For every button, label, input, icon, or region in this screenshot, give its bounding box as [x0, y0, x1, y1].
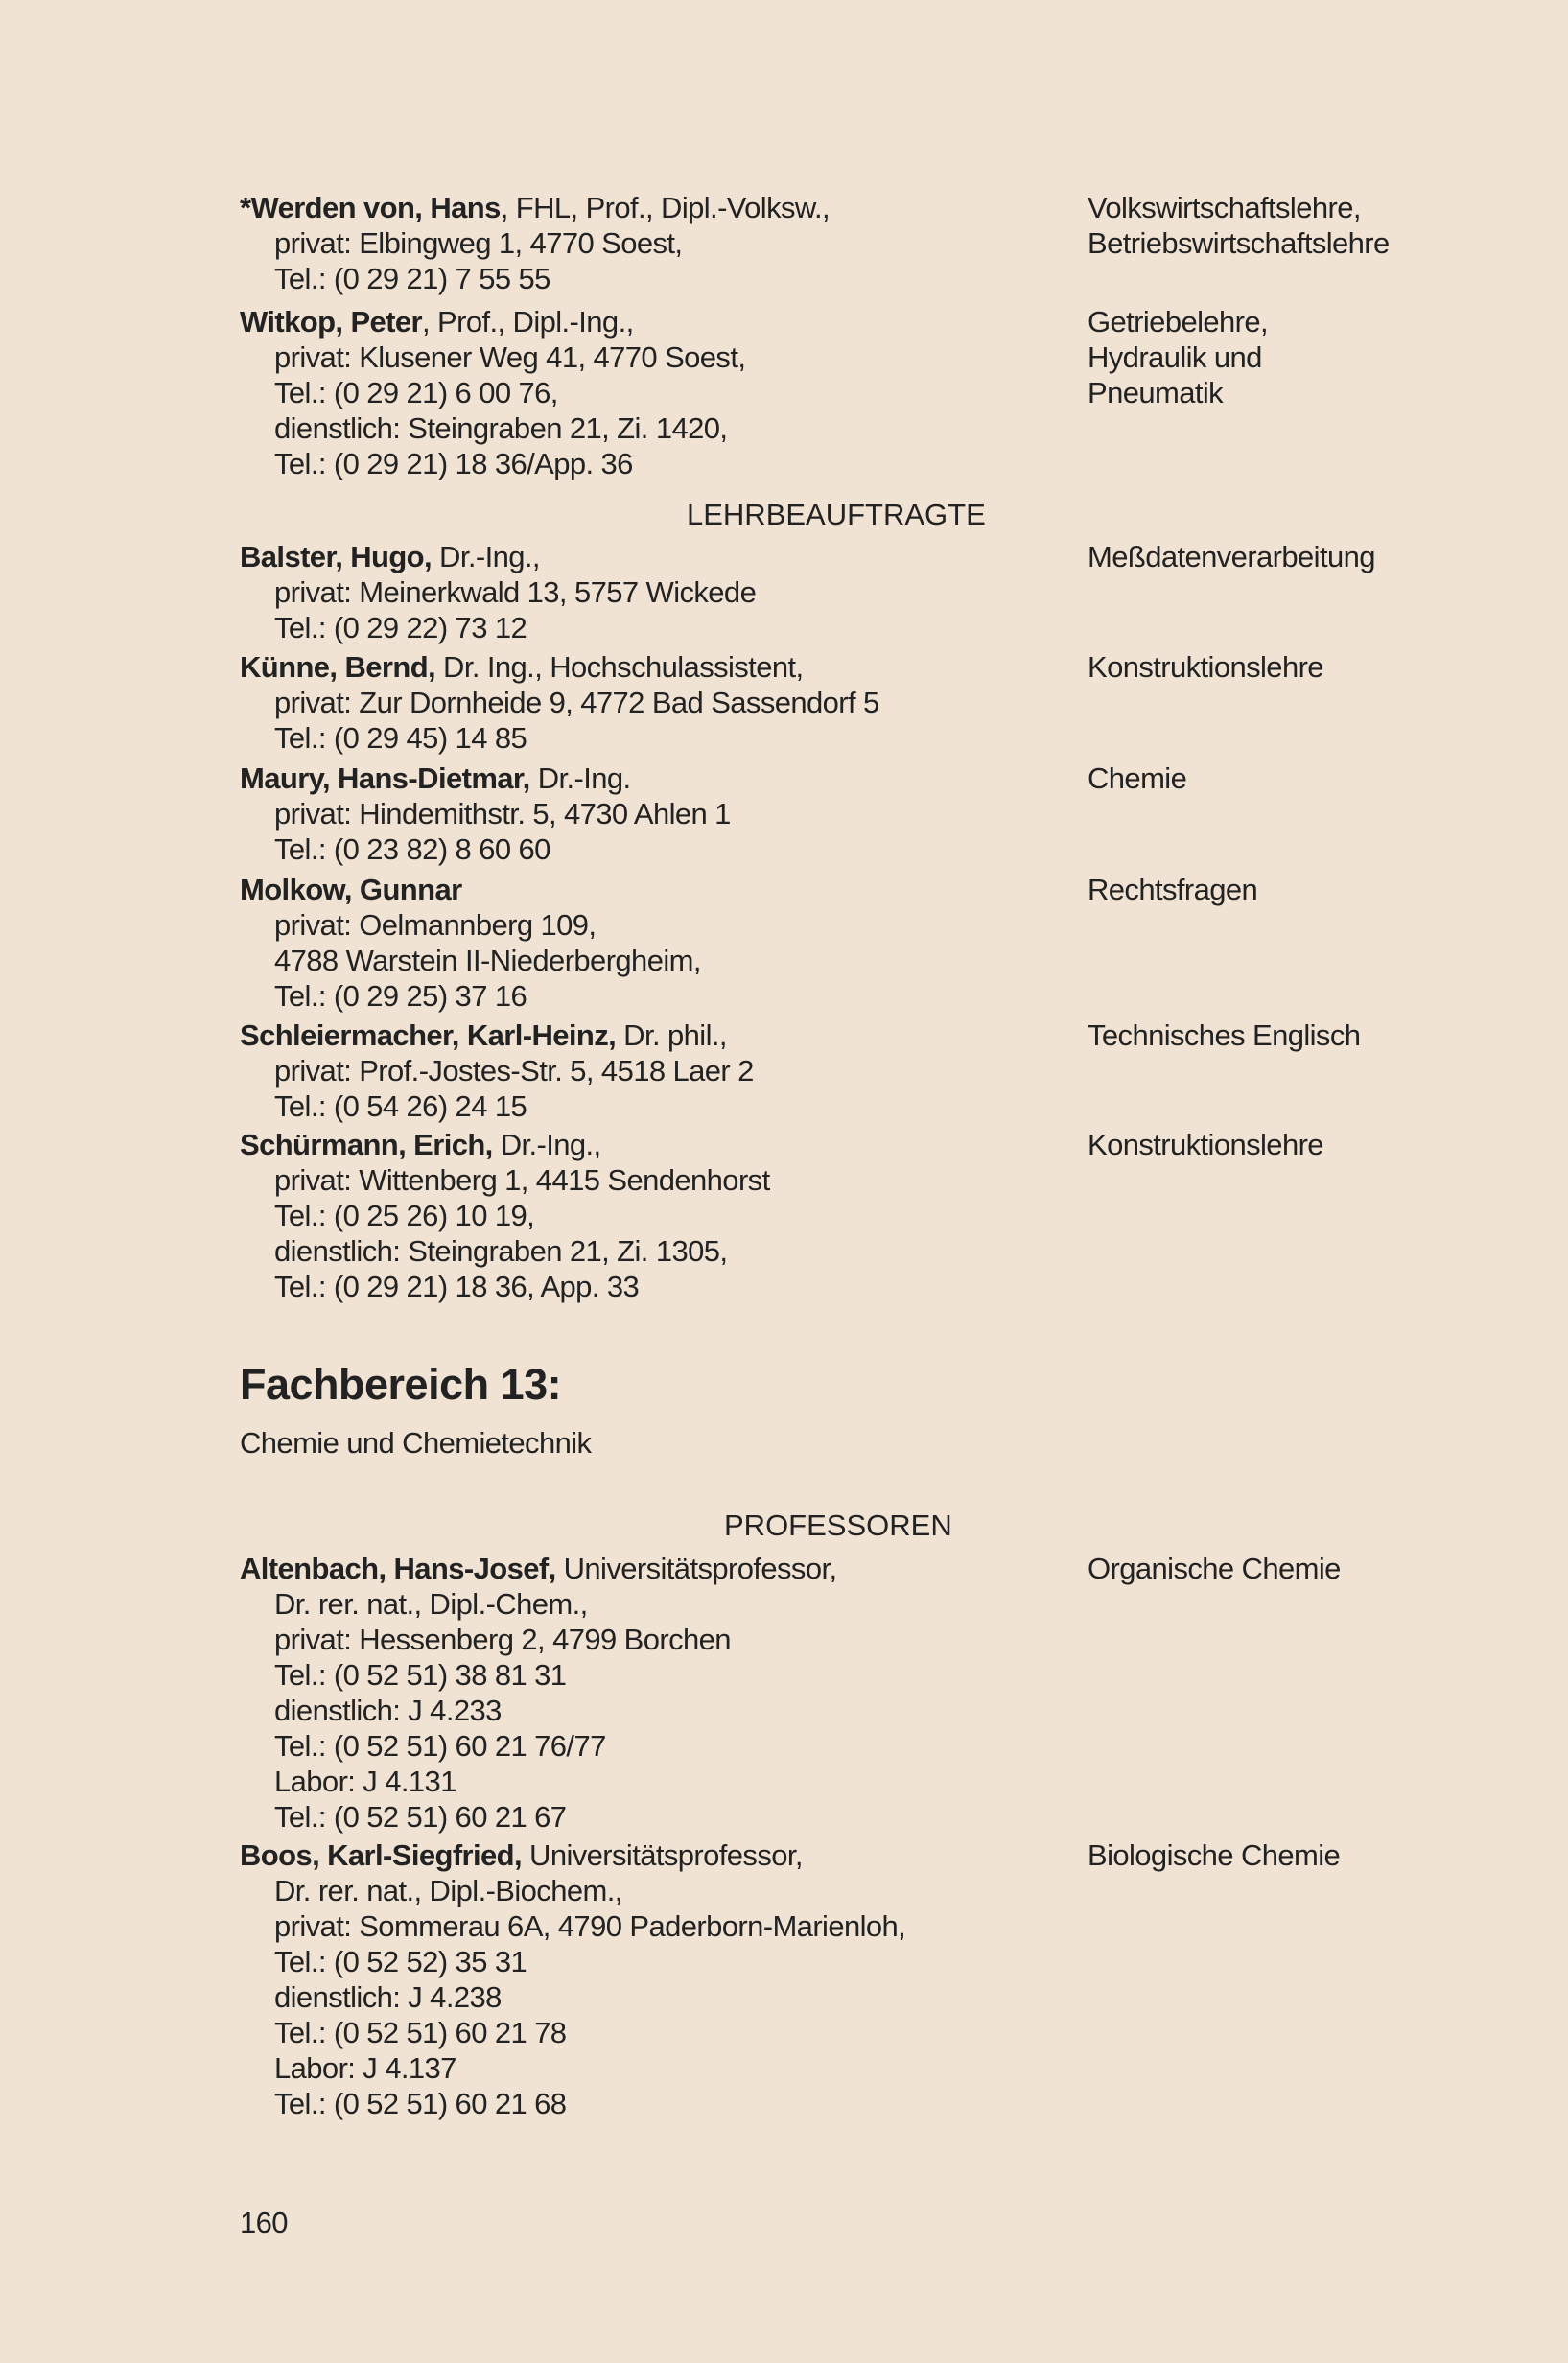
entry-line: dienstlich: J 4.233: [274, 1694, 502, 1727]
entry-line: Tel.: (0 29 25) 37 16: [274, 979, 527, 1013]
entry-schuermann: [240, 1127, 1568, 1304]
entry-line: Dr. rer. nat., Dipl.-Chem.,: [274, 1587, 588, 1621]
entry-heading: [240, 1018, 1065, 1053]
subject-line: Pneumatik: [1088, 376, 1224, 409]
entry-schleiermacher: [240, 1018, 1568, 1124]
entry-line: Tel.: (0 52 51) 60 21 78: [274, 2016, 567, 2049]
entry-name: Maury, Hans-Dietmar,: [240, 761, 530, 795]
entry-subject: [1088, 1837, 1548, 1873]
entry-heading: [240, 304, 1065, 339]
entry-balster: [240, 539, 1568, 645]
entry-title: Dr.-Ing.,: [432, 540, 540, 573]
heading-professoren: PROFESSOREN: [724, 1509, 952, 1542]
entry-line: Tel.: (0 29 21) 7 55 55: [274, 262, 550, 295]
subject-line: Konstruktionslehre: [1088, 650, 1323, 684]
entry-title: , Prof., Dipl.-Ing.,: [422, 305, 634, 339]
entry-heading: [240, 190, 1065, 225]
section-subtitle: Chemie und Chemietechnik: [240, 1426, 592, 1460]
entry-heading: [240, 1127, 1065, 1162]
entry-line: Tel.: (0 29 22) 73 12: [274, 611, 527, 644]
subject-line: Getriebelehre,: [1088, 305, 1269, 339]
section-title: Fachbereich 13:: [240, 1360, 562, 1409]
entry-heading: [240, 649, 1065, 685]
entry-line: privat: Klusener Weg 41, 4770 Soest,: [274, 340, 746, 374]
subject-line: Rechtsfragen: [1088, 873, 1258, 906]
entry-line: 4788 Warstein II-Niederbergheim,: [274, 944, 701, 977]
entry-heading: [240, 1837, 1065, 1873]
entry-subject: [1088, 539, 1548, 574]
entry-title: Universitätsprofessor,: [522, 1838, 803, 1872]
entry-line: privat: Prof.-Jostes-Str. 5, 4518 Laer 2: [274, 1054, 754, 1088]
entry-heading: [240, 539, 1065, 574]
entry-line: Tel.: (0 52 51) 60 21 76/77: [274, 1729, 606, 1763]
subject-line: Volkswirtschaftslehre,: [1088, 191, 1361, 224]
subject-line: Chemie: [1088, 761, 1187, 795]
subject-line: Konstruktionslehre: [1088, 1128, 1323, 1161]
entry-title: Universitätsprofessor,: [555, 1552, 837, 1585]
subject-line: Hydraulik und: [1088, 340, 1262, 374]
entry-subject: [1088, 760, 1548, 796]
entry-witkop: [240, 304, 1568, 481]
entry-line: Tel.: (0 29 21) 18 36, App. 33: [274, 1270, 640, 1303]
entry-line: privat: Oelmannberg 109,: [274, 908, 597, 942]
subject-line: Technisches Englisch: [1088, 1018, 1361, 1052]
entry-line: Tel.: (0 25 26) 10 19,: [274, 1199, 535, 1232]
entry-maury: [240, 760, 1568, 867]
entry-subject: [1088, 872, 1548, 907]
entry-subject: [1088, 1127, 1548, 1162]
entry-line: Tel.: (0 29 21) 6 00 76,: [274, 376, 558, 409]
entry-heading: [240, 1551, 1065, 1586]
entry-line: privat: Zur Dornheide 9, 4772 Bad Sassendorf 5: [274, 686, 879, 719]
entry-line: Dr. rer. nat., Dipl.-Biochem.,: [274, 1874, 622, 1907]
entry-subject: [1088, 190, 1548, 261]
subject-line: Organische Chemie: [1088, 1552, 1341, 1585]
entry-subject: [1088, 649, 1548, 685]
entry-name: Künne, Bernd,: [240, 650, 436, 684]
entry-molkow: [240, 872, 1568, 1014]
entry-line: Tel.: (0 52 52) 35 31: [274, 1945, 527, 1978]
entry-name: Molkow, Gunnar: [240, 873, 462, 906]
entry-altenbach: [240, 1551, 1568, 1835]
entry-heading: [240, 872, 1065, 907]
entry-name: Witkop, Peter: [240, 305, 423, 339]
entry-line: privat: Sommerau 6A, 4790 Paderborn-Marienloh,: [274, 1909, 906, 1943]
subject-line: Betriebswirtschaftslehre: [1088, 226, 1390, 260]
entry-line: Tel.: (0 52 51) 60 21 68: [274, 2087, 567, 2120]
entry-line: Tel.: (0 54 26) 24 15: [274, 1089, 527, 1123]
entry-title: Dr.-Ing.: [529, 761, 631, 795]
entry-line: privat: Wittenberg 1, 4415 Sendenhorst: [274, 1163, 770, 1197]
entry-name: Schleiermacher, Karl-Heinz,: [240, 1018, 617, 1052]
entry-name: Balster, Hugo,: [240, 540, 433, 573]
entry-title: Dr.-Ing.,: [492, 1128, 601, 1161]
entry-werden: [240, 190, 1568, 296]
entry-line: Tel.: (0 52 51) 38 81 31: [274, 1658, 567, 1692]
entry-line: Tel.: (0 52 51) 60 21 67: [274, 1800, 567, 1834]
entry-title: Dr. phil.,: [616, 1018, 727, 1052]
page-number: 160: [240, 2206, 288, 2239]
entry-kuenne: [240, 649, 1568, 756]
entry-line: privat: Elbingweg 1, 4770 Soest,: [274, 226, 683, 260]
entry-subject: [1088, 1551, 1548, 1586]
entry-title: Dr. Ing., Hochschulassistent,: [435, 650, 804, 684]
entry-boos: [240, 1837, 1568, 2121]
entry-heading: [240, 760, 1065, 796]
entry-line: privat: Hessenberg 2, 4799 Borchen: [274, 1623, 731, 1656]
entry-line: dienstlich: J 4.238: [274, 1980, 502, 2014]
heading-lehrbeauftragte: LEHRBEAUFTRAGTE: [687, 498, 986, 531]
entry-name: Altenbach, Hans-Josef,: [240, 1552, 556, 1585]
entry-line: Tel.: (0 29 21) 18 36/App. 36: [274, 447, 633, 480]
entry-name: Schürmann, Erich,: [240, 1128, 493, 1161]
entry-line: Tel.: (0 23 82) 8 60 60: [274, 832, 550, 866]
entry-name: Boos, Karl-Siegfried,: [240, 1838, 523, 1872]
entry-line: Labor: J 4.131: [274, 1765, 456, 1798]
entry-line: Labor: J 4.137: [274, 2051, 456, 2085]
entry-line: Tel.: (0 29 45) 14 85: [274, 721, 527, 755]
entry-name: *Werden von, Hans: [240, 191, 501, 224]
entry-line: privat: Meinerkwald 13, 5757 Wickede: [274, 575, 757, 609]
entry-subject: [1088, 304, 1548, 410]
subject-line: Biologische Chemie: [1088, 1838, 1341, 1872]
entry-line: dienstlich: Steingraben 21, Zi. 1420,: [274, 411, 728, 445]
entry-subject: [1088, 1018, 1548, 1053]
entry-line: privat: Hindemithstr. 5, 4730 Ahlen 1: [274, 797, 731, 831]
entry-title: , FHL, Prof., Dipl.-Volksw.,: [500, 191, 830, 224]
entry-line: dienstlich: Steingraben 21, Zi. 1305,: [274, 1234, 728, 1268]
subject-line: Meßdatenverarbeitung: [1088, 540, 1375, 573]
